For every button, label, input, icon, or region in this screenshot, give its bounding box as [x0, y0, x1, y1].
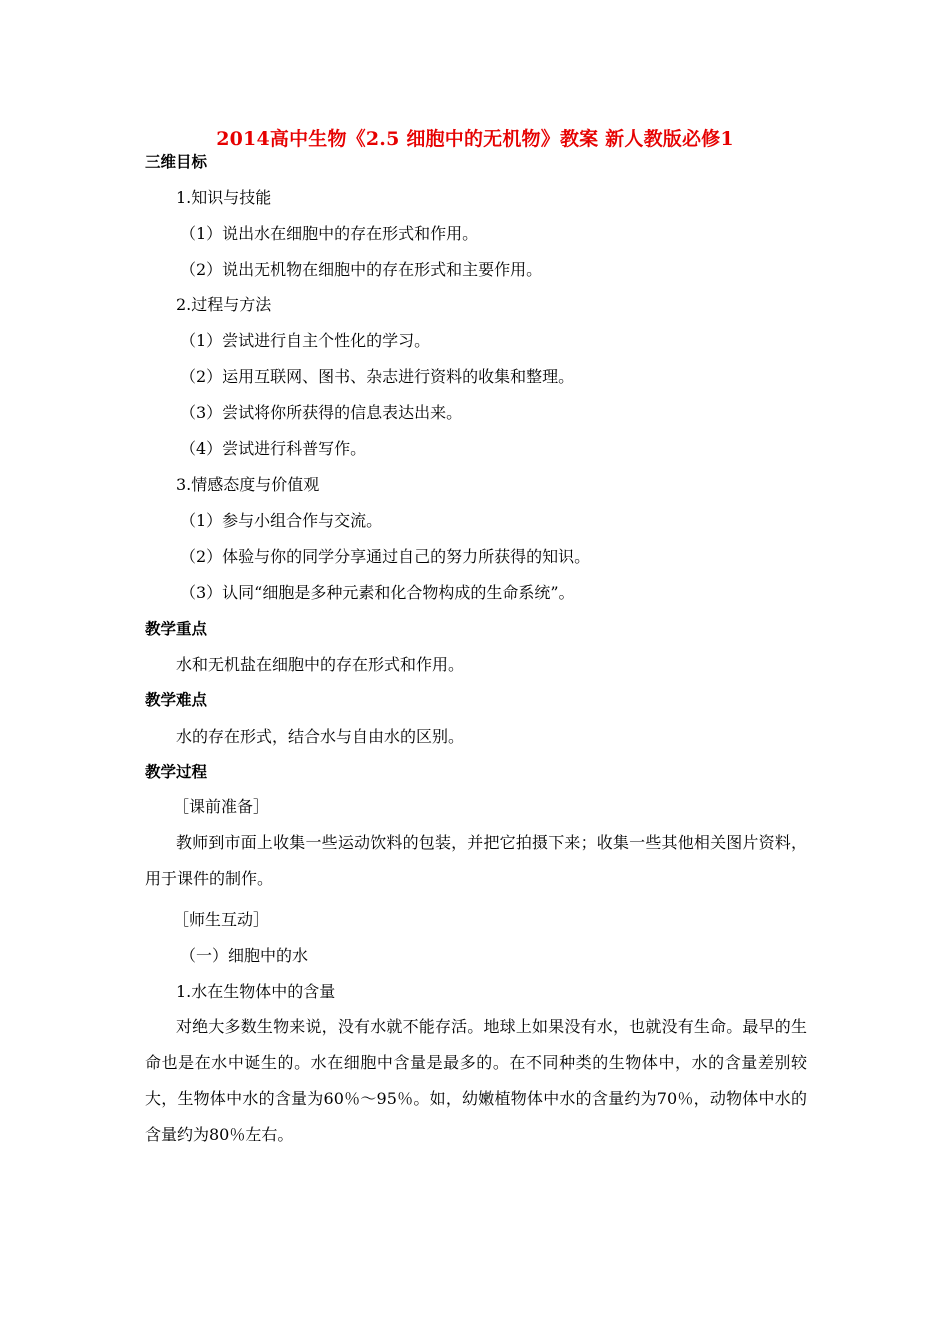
goal2-item: （1）尝试进行自主个性化的学习。 [180, 331, 431, 350]
prep-paragraph: 教师到市面上收集一些运动饮料的包装，并把它拍摄下来；收集一些其他相关图片资料，用于课件的制作。 [145, 833, 807, 888]
prep-label: ［课前准备］ [173, 797, 270, 816]
difficulty-heading: 教学难点 [145, 691, 208, 709]
interaction-label: ［师生互动］ [173, 910, 270, 929]
sub1-label: 1.水在生物体中的含量 [176, 982, 336, 1001]
focus-heading: 教学重点 [145, 620, 208, 638]
goal3-item: （1）参与小组合作与交流。 [180, 511, 383, 530]
sub1-paragraph: 对绝大多数生物来说，没有水就不能存活。地球上如果没有水，也就没有生命。最早的生命也是在水中诞生的。水在细胞中含量是最多的。在不同种类的生物体中，水的含量差别较大，生物体中水的含量为60％～95％。如，幼嫩植物体中水的含量约为70％，动物体中水的含量约为80％左右。 [145, 1017, 807, 1144]
document-title: 2014高中生物《2.5 细胞中的无机物》教案 新人教版必修1 [216, 128, 734, 150]
goal2-item: （3）尝试将你所获得的信息表达出来。 [180, 403, 463, 422]
goal3-item: （3）认同“细胞是多种元素和化合物构成的生命系统”。 [180, 583, 575, 602]
process-heading: 教学过程 [145, 763, 208, 781]
goal3-title: 3.情感态度与价值观 [176, 475, 320, 494]
difficulty-text: 水的存在形式，结合水与自由水的区别。 [176, 727, 465, 746]
goal3-item: （2）体验与你的同学分享通过自己的努力所获得的知识。 [180, 547, 591, 566]
goal2-item: （2）运用互联网、图书、杂志进行资料的收集和整理。 [180, 367, 575, 386]
goals-heading: 三维目标 [145, 153, 208, 171]
goal1-item: （1）说出水在细胞中的存在形式和作用。 [180, 224, 479, 243]
goal1-title: 1.知识与技能 [176, 188, 272, 207]
focus-text: 水和无机盐在细胞中的存在形式和作用。 [176, 655, 465, 674]
goal2-title: 2.过程与方法 [176, 295, 272, 314]
part1-label: （一）细胞中的水 [180, 946, 309, 965]
goal1-item: （2）说出无机物在细胞中的存在形式和主要作用。 [180, 260, 543, 279]
goal2-item: （4）尝试进行科普写作。 [180, 439, 367, 458]
